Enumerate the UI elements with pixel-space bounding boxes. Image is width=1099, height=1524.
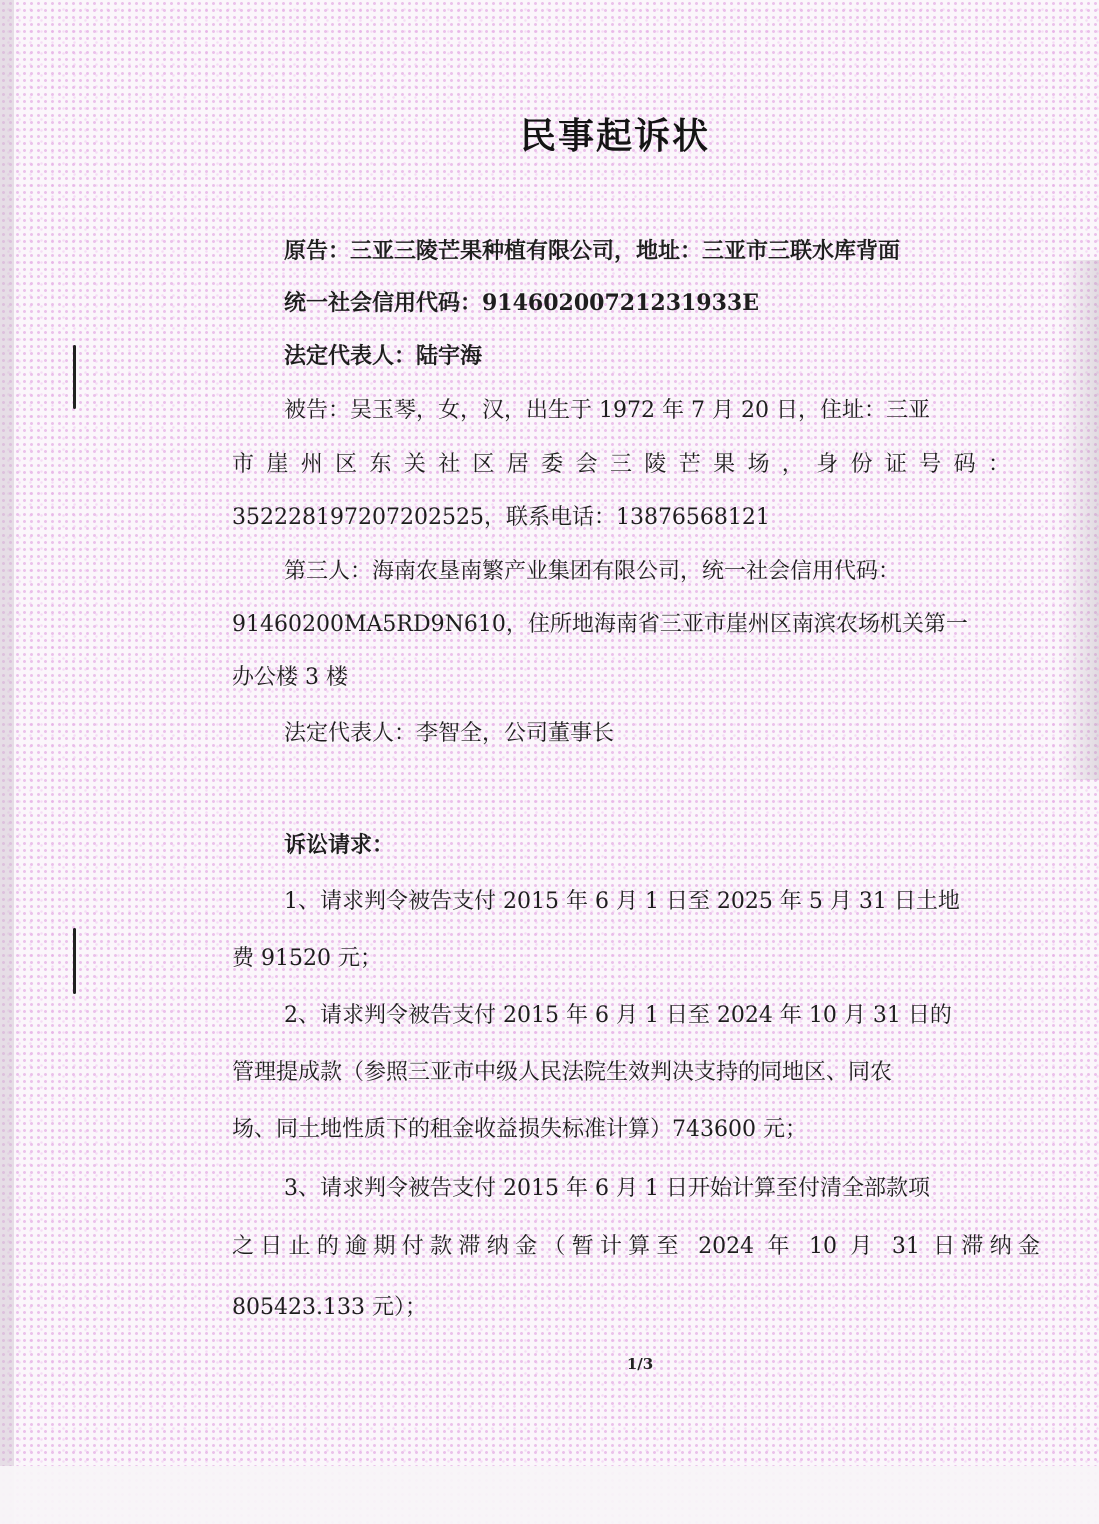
scan-fold-shadow (1059, 260, 1099, 780)
claim-1-line-2: 费 91520 元； (232, 946, 382, 971)
claim-3-line-3: 805423.133 元）； (232, 1295, 427, 1320)
binding-mark-lower (73, 928, 76, 994)
defendant-line-2: 市崖州区东关社区居委会三陵芒果场，身份证号码： (232, 452, 1010, 477)
claims-heading: 诉讼请求： (284, 832, 395, 858)
defendant-line-3: 352228197207202525，联系电话：13876568121 (232, 505, 770, 530)
claim-2-line-2: 管理提成款（参照三亚市中级人民法院生效判决支持的同地区、同农 (232, 1060, 893, 1085)
claim-3-line-2: 之日止的逾期付款滞纳金（暂计算至 2024 年 10 月 31 日滞纳金 (232, 1234, 1040, 1259)
claim-2-line-3: 场、同土地性质下的租金收益损失标准计算）743600 元； (232, 1117, 807, 1142)
page-number: 1/3 (626, 1355, 654, 1373)
binding-mark-upper (73, 345, 76, 409)
document-title: 民事起诉状 (519, 115, 710, 157)
third-party-line-2: 91460200MA5RD9N610，住所地海南省三亚市崖州区南滨农场机关第一 (232, 612, 968, 637)
defendant-line-1: 被告：吴玉琴，女，汉，出生于 1972 年 7 月 20 日，住址：三亚 (284, 398, 930, 423)
third-party-legal-rep: 法定代表人：李智全，公司董事长 (284, 721, 615, 746)
third-party-line-1: 第三人：海南农垦南繁产业集团有限公司，统一社会信用代码： (284, 559, 901, 584)
scan-bottom-margin (0, 1466, 1099, 1524)
plaintiff-line: 原告：三亚三陵芒果种植有限公司，地址：三亚市三联水库背面 (284, 238, 901, 264)
third-party-line-3: 办公楼 3 楼 (232, 665, 348, 690)
claim-3-line-1: 3、请求判令被告支付 2015 年 6 月 1 日开始计算至付清全部款项 (284, 1176, 930, 1201)
claim-1-line-1: 1、请求判令被告支付 2015 年 6 月 1 日至 2025 年 5 月 31 日土地 (284, 889, 960, 914)
claim-2-line-1: 2、请求判令被告支付 2015 年 6 月 1 日至 2024 年 10 月 31 日的 (284, 1003, 952, 1028)
plaintiff-legal-rep: 法定代表人：陆宇海 (284, 343, 483, 369)
scan-edge-shadow (0, 0, 14, 1524)
plaintiff-credit-code: 统一社会信用代码：91460200721231933E (284, 290, 759, 316)
